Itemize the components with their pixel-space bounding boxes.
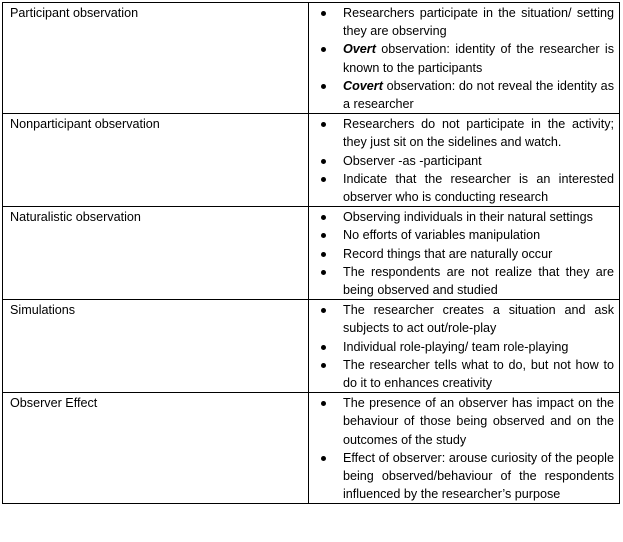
bullet-list xyxy=(313,394,614,503)
term-cell xyxy=(3,300,309,393)
bullet-text: Indicate that the researcher is an interested observer who is conducting research xyxy=(343,171,614,205)
bullet-emphasis: Covert xyxy=(343,78,383,93)
bullet-emphasis: Overt xyxy=(343,42,376,57)
bullet-text: No efforts of variables manipulation xyxy=(343,228,541,243)
bullet-icon xyxy=(321,345,326,350)
description-cell xyxy=(309,114,620,207)
bullet-list xyxy=(313,301,614,392)
bullet-icon xyxy=(321,401,326,406)
table-row xyxy=(3,114,620,207)
description-cell xyxy=(309,207,620,300)
description-cell xyxy=(309,393,620,504)
term-label: Simulations xyxy=(10,303,76,318)
bullet-icon xyxy=(321,233,326,238)
bullet-text: Record things that are naturally occur xyxy=(343,246,553,261)
bullet-item xyxy=(313,245,614,263)
description-cell xyxy=(309,3,620,114)
bullet-item xyxy=(313,170,614,206)
bullet-text: observation: do not reveal the identity as a researcher xyxy=(343,78,614,112)
bullet-text: Researchers participate in the situation/ setting they are observing xyxy=(343,6,614,39)
bullet-icon xyxy=(321,47,326,52)
term-label: Nonparticipant observation xyxy=(10,117,160,132)
bullet-icon xyxy=(321,363,326,368)
bullet-icon xyxy=(321,252,326,257)
bullet-item xyxy=(313,208,614,226)
table-row xyxy=(3,300,620,393)
term-cell xyxy=(3,114,309,207)
bullet-item xyxy=(313,263,614,299)
bullet-item xyxy=(313,226,614,244)
bullet-icon xyxy=(321,456,326,461)
bullet-text: observation: identity of the researcher is known to the participants xyxy=(343,42,614,75)
bullet-item xyxy=(313,356,614,392)
observation-methods-table xyxy=(2,2,620,504)
bullet-text: The presence of an observer has impact on the behaviour of those being observed and on the outcomes of the study xyxy=(343,396,614,447)
term-label: Participant observation xyxy=(10,6,139,20)
bullet-text: The researcher tells what to do, but not how to do it to enhances creativity xyxy=(343,357,614,391)
bullet-icon xyxy=(321,11,326,16)
description-cell xyxy=(309,300,620,393)
bullet-item xyxy=(313,338,614,356)
bullet-item xyxy=(313,77,614,113)
bullet-item xyxy=(313,115,614,151)
table-row xyxy=(3,393,620,504)
bullet-item xyxy=(313,4,614,40)
bullet-text: Researchers do not participate in the activity; they just sit on the sidelines and watch. xyxy=(343,117,614,150)
table-row xyxy=(3,207,620,300)
bullet-icon xyxy=(321,215,326,220)
bullet-item xyxy=(313,301,614,337)
bullet-icon xyxy=(321,308,326,313)
bullet-text: Observing individuals in their natural settings xyxy=(343,210,593,225)
term-cell xyxy=(3,393,309,504)
bullet-icon xyxy=(321,122,326,127)
bullet-item xyxy=(313,152,614,170)
term-label: Observer Effect xyxy=(10,396,98,411)
bullet-list xyxy=(313,4,614,113)
bullet-item xyxy=(313,449,614,504)
bullet-list xyxy=(313,208,614,299)
bullet-item xyxy=(313,394,614,449)
term-label: Naturalistic observation xyxy=(10,210,141,225)
bullet-item xyxy=(313,40,614,76)
bullet-icon xyxy=(321,177,326,182)
bullet-list xyxy=(313,115,614,206)
table-row xyxy=(3,3,620,114)
bullet-icon xyxy=(321,270,326,275)
bullet-icon xyxy=(321,84,326,89)
bullet-text: The respondents are not realize that they are being observed and studied xyxy=(343,264,614,298)
bullet-text: Observer -as -participant xyxy=(343,153,482,168)
term-cell xyxy=(3,3,309,114)
bullet-icon xyxy=(321,159,326,164)
bullet-text: Individual role-playing/ team role-playing xyxy=(343,339,569,354)
bullet-text: The researcher creates a situation and ask subjects to act out/role-play xyxy=(343,303,614,336)
term-cell xyxy=(3,207,309,300)
bullet-text: Effect of observer: arouse curiosity of the people being observed/behaviour of the respondents influenced by the researcher’s purpose xyxy=(343,450,614,502)
